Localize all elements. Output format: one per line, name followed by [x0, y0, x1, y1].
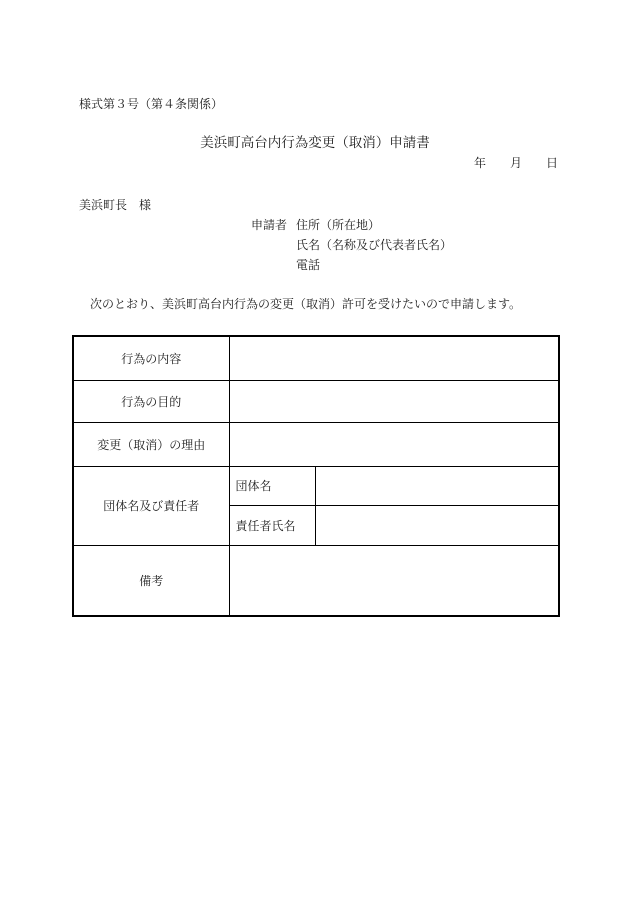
form-number: 様式第３号（第４条関係） — [79, 97, 224, 111]
date-day-label: 日 — [546, 156, 559, 170]
organization-group-label: 団体名及び責任者 — [73, 466, 229, 545]
applicant-phone-label: 電話 — [296, 258, 321, 272]
application-statement: 次のとおり、美浜町高台内行為の変更（取消）許可を受けたいので申請します。 — [90, 297, 522, 311]
responsible-person-label: 責任者氏名 — [229, 505, 315, 545]
content-label: 行為の内容 — [73, 336, 229, 380]
table-row-reason — [73, 422, 559, 466]
reason-field[interactable] — [229, 422, 559, 466]
organization-name-field[interactable] — [315, 466, 559, 505]
table-row-organization-name — [73, 466, 559, 505]
remarks-field[interactable] — [229, 545, 559, 616]
form-title: 美浜町高台内行為変更（取消）申請書 — [200, 135, 430, 151]
addressee: 美浜町長 様 — [79, 198, 152, 212]
date-year-label: 年 — [474, 156, 487, 170]
purpose-field[interactable] — [229, 380, 559, 422]
content-field[interactable] — [229, 336, 559, 380]
reason-label: 変更（取消）の理由 — [73, 422, 229, 466]
applicant-label: 申請者 — [251, 218, 288, 232]
applicant-address-label: 住所（所在地） — [296, 218, 381, 232]
responsible-person-field[interactable] — [315, 505, 559, 545]
organization-name-label: 団体名 — [229, 466, 315, 505]
table-row-purpose — [73, 380, 559, 422]
table-row-remarks — [73, 545, 559, 616]
table-row-content — [73, 336, 559, 380]
purpose-label: 行為の目的 — [73, 380, 229, 422]
applicant-name-label: 氏名（名称及び代表者氏名） — [296, 238, 453, 252]
date-line — [474, 156, 558, 170]
application-table — [72, 335, 560, 617]
remarks-label: 備考 — [73, 545, 229, 616]
date-month-label: 月 — [510, 156, 523, 170]
